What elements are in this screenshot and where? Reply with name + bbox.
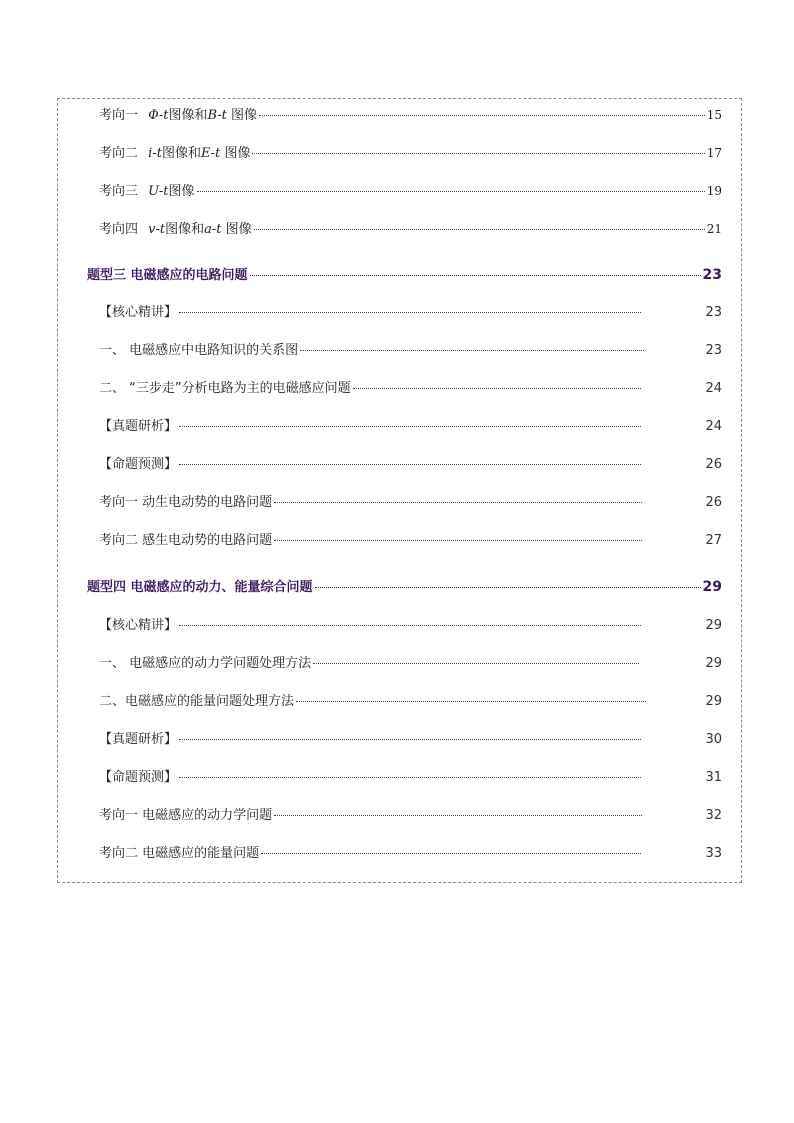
toc-entry-s3-5[interactable] <box>99 456 722 474</box>
dot-leader <box>197 191 705 192</box>
toc-section-heading-3[interactable] <box>87 266 722 285</box>
dot-leader <box>353 388 641 389</box>
toc-prefix: 考向三 <box>99 184 139 199</box>
toc-entry-s4-5[interactable] <box>99 769 722 787</box>
page-number: 32 <box>705 808 722 823</box>
toc-prefix: 考向四 <box>99 222 139 237</box>
dot-leader <box>252 153 704 154</box>
dot-leader <box>179 739 641 740</box>
toc-entry-label: 【真题研析】 <box>99 419 178 434</box>
toc-entry-s3-2[interactable] <box>99 342 722 360</box>
toc-entry-top-3[interactable] <box>99 182 722 201</box>
page-number: 19 <box>706 184 722 198</box>
page-number: 24 <box>705 381 722 396</box>
toc-entry-label: 【命题预测】 <box>99 457 178 472</box>
toc-entry-label: 考向二 电磁感应的能量问题 <box>99 846 260 861</box>
dot-leader <box>250 275 701 276</box>
toc-entry-label: 【真题研析】 <box>99 732 178 747</box>
section-title: 题型三 电磁感应的电路问题 <box>87 268 248 283</box>
toc-entry-s3-1[interactable] <box>99 304 722 322</box>
toc-entry-s3-3[interactable] <box>99 380 722 398</box>
dot-leader <box>274 815 642 816</box>
toc-entry-top-2[interactable] <box>99 144 722 163</box>
dot-leader <box>259 115 705 116</box>
toc-math-var: i-t <box>148 146 162 161</box>
page-number: 30 <box>705 732 722 747</box>
toc-mid-text: 图像 <box>168 184 195 199</box>
page-number: 23 <box>705 305 722 320</box>
toc-entry-top-1[interactable] <box>99 106 722 125</box>
toc-entry-label: 二、 “三步走”分析电路为主的电磁感应问题 <box>99 381 351 396</box>
toc-mid-text: 图像和 <box>161 146 201 161</box>
dot-leader <box>179 464 641 465</box>
toc-entry-s3-6[interactable] <box>99 494 722 512</box>
toc-entry-s4-2[interactable] <box>99 655 722 673</box>
toc-entry-s4-3[interactable] <box>99 693 722 711</box>
toc-entry-label: 【命题预测】 <box>99 770 178 785</box>
dot-leader <box>179 426 641 427</box>
page-number: 29 <box>702 579 722 595</box>
toc-entry-label <box>99 221 252 239</box>
toc-entry-label <box>99 107 257 125</box>
toc-math-var: v-t <box>148 222 166 237</box>
dot-leader <box>313 663 639 664</box>
toc-section-heading-4[interactable] <box>87 578 722 597</box>
toc-entry-label: 【核心精讲】 <box>99 305 178 320</box>
toc-entry-top-4[interactable] <box>99 220 722 239</box>
dot-leader <box>179 625 641 626</box>
page-number: 26 <box>705 457 722 472</box>
dot-leader <box>274 502 642 503</box>
toc-entry-s4-7[interactable] <box>99 845 722 863</box>
page-number: 24 <box>705 419 722 434</box>
page-number: 33 <box>705 846 722 861</box>
page-number: 29 <box>705 694 722 709</box>
toc-entry-label <box>99 183 195 201</box>
toc-math-var: B-t <box>207 108 227 123</box>
page-number: 27 <box>705 533 722 548</box>
toc-mid-text: 图像和 <box>165 222 205 237</box>
toc-mid-text: 图像和 <box>168 108 208 123</box>
toc-entry-label: 考向一 动生电动势的电路问题 <box>99 495 273 510</box>
page-number: 15 <box>706 108 722 122</box>
page-number: 17 <box>706 146 722 160</box>
toc-entry-label <box>99 145 250 163</box>
toc-entry-label: 二、电磁感应的能量问题处理方法 <box>99 694 295 709</box>
toc-entry-label: 【核心精讲】 <box>99 618 178 633</box>
toc-math-var: U-t <box>148 184 169 199</box>
toc-entry-s3-4[interactable] <box>99 418 722 436</box>
toc-entry-label: 考向一 电磁感应的动力学问题 <box>99 808 273 823</box>
toc-math-var: E-t <box>200 146 221 161</box>
toc-prefix: 考向一 <box>99 108 139 123</box>
dot-leader <box>179 777 641 778</box>
toc-math-var: Φ-t <box>148 108 169 123</box>
page-number: 31 <box>705 770 722 785</box>
page-number: 23 <box>705 343 722 358</box>
dot-leader <box>315 587 701 588</box>
dot-leader <box>274 540 642 541</box>
toc-entry-s4-4[interactable] <box>99 731 722 749</box>
dot-leader <box>179 312 641 313</box>
toc-entry-label: 考向二 感生电动势的电路问题 <box>99 533 273 548</box>
toc-entry-s3-7[interactable] <box>99 532 722 550</box>
page-number: 21 <box>706 222 722 236</box>
section-title: 题型四 电磁感应的动力、能量综合问题 <box>87 580 313 595</box>
toc-suffix-text: 图像 <box>225 222 252 237</box>
dot-leader <box>296 701 646 702</box>
toc-entry-s4-1[interactable] <box>99 617 722 635</box>
toc-entry-label: 一、 电磁感应中电路知识的关系图 <box>99 343 299 358</box>
table-of-contents-frame <box>57 98 742 883</box>
toc-entry-s4-6[interactable] <box>99 807 722 825</box>
page-number: 23 <box>702 267 722 283</box>
dot-leader <box>254 229 705 230</box>
toc-entry-label: 一、 电磁感应的动力学问题处理方法 <box>99 656 312 671</box>
dot-leader <box>300 350 644 351</box>
page-number: 29 <box>705 618 722 633</box>
toc-suffix-text: 图像 <box>224 146 251 161</box>
dot-leader <box>261 853 641 854</box>
toc-suffix-text: 图像 <box>231 108 258 123</box>
toc-math-var: a-t <box>204 222 222 237</box>
page-number: 29 <box>705 656 722 671</box>
page-number: 26 <box>705 495 722 510</box>
toc-prefix: 考向二 <box>99 146 139 161</box>
